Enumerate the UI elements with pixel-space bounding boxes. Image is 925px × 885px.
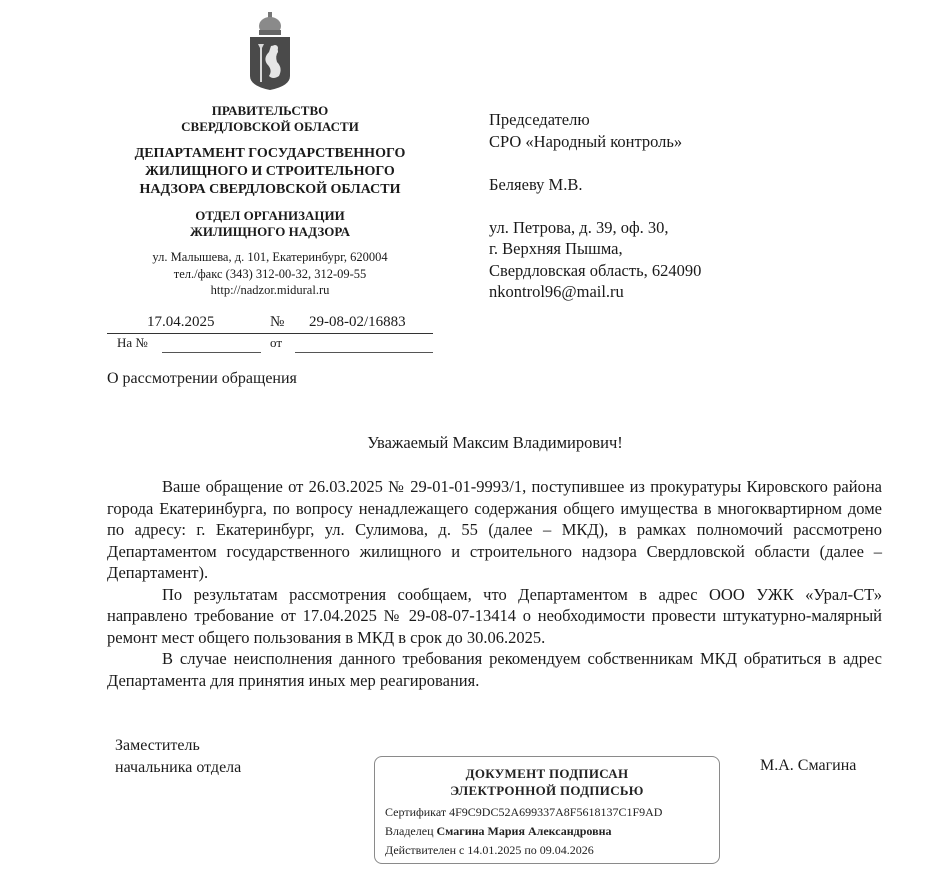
letter-subject: О рассмотрении обращения — [107, 370, 297, 387]
body-paragraph: Ваше обращение от 26.03.2025 № 29-01-01-9993/1, поступившее из прокуратуры Кировского района города Екатеринбурга, по вопросу ненадлежащего содержания общего имущества в многоквартирном доме по адресу: г. Екатеринбург, ул. Сулимова, д. 55 (далее – МКД), в рамках полномочий рассмотрено Департаментом государственного жилищного и строительного надзора Свердловской области (далее – Департамент). — [107, 477, 882, 582]
stamp-certificate — [385, 803, 719, 822]
body-paragraph: По результатам рассмотрения сообщаем, что Департаментом в адрес ООО УЖК «Урал-СТ» направлено требование от 17.04.2025 № 29-08-07-13414 о необходимости провести штукатурно-малярный ремонт мест общего пользования в МКД в срок до 30.06.2025. — [107, 584, 882, 647]
certificate-id: 4F9C9DC52A699337A8F5618137C1F9AD — [449, 805, 663, 819]
signer-position — [115, 735, 241, 779]
stamp-title — [375, 765, 719, 799]
registration-row — [107, 313, 433, 334]
department-line: ДЕПАРТАМЕНТ ГОСУДАРСТВЕННОГО — [134, 146, 406, 161]
division-line: ОТДЕЛ ОРГАНИЗАЦИИ — [195, 208, 345, 223]
stamp-title-line: ЭЛЕКТРОННОЙ ПОДПИСЬЮ — [450, 783, 644, 798]
recipient-city: г. Верхняя Пышма, — [489, 239, 623, 258]
signer-name: М.А. Смагина — [760, 757, 857, 774]
stamp-title-line: ДОКУМЕНТ ПОДПИСАН — [465, 766, 629, 781]
document-date: 17.04.2025 — [147, 314, 215, 330]
signer-position-line: Заместитель — [115, 737, 200, 754]
recipient-email[interactable]: nkontrol96@mail.ru — [489, 282, 624, 301]
address-line: ул. Малышева, д. 101, Екатеринбург, 620004 — [152, 250, 388, 264]
website-link[interactable]: http://nadzor.midural.ru — [210, 283, 330, 297]
recipient-street: ул. Петрова, д. 39, оф. 30, — [489, 217, 669, 237]
government-name — [107, 103, 433, 135]
document-number: 29-08-02/16883 — [309, 314, 406, 330]
owner-name: Смагина Мария Александровна — [436, 824, 612, 838]
signer-position-line: начальника отдела — [115, 759, 242, 776]
government-line: СВЕРДЛОВСКОЙ ОБЛАСТИ — [181, 119, 359, 134]
recipient-organization: СРО «Народный контроль» — [489, 131, 683, 151]
government-line: ПРАВИТЕЛЬСТВО — [211, 103, 329, 118]
coat-of-arms-emblem-icon — [247, 10, 293, 94]
reply-to-number-field — [162, 352, 261, 353]
letter-body — [107, 476, 882, 691]
stamp-owner — [385, 822, 719, 841]
from-label: от — [270, 335, 283, 350]
recipient-position: Председателю — [489, 110, 590, 129]
recipient-block — [489, 109, 701, 303]
department-name — [107, 145, 433, 199]
recipient-region: Свердловская область, 624090 — [489, 260, 702, 280]
owner-label: Владелец — [385, 824, 434, 838]
greeting: Уважаемый Максим Владимирович! — [367, 433, 623, 452]
body-paragraph: В случае неисполнения данного требования рекомендуем собственникам МКД обратиться в адрес Департамента для принятия иных мер реагирования. — [107, 649, 882, 690]
number-sign: № — [270, 314, 285, 330]
certificate-label: Сертификат — [385, 805, 447, 819]
reply-reference-row — [107, 334, 433, 354]
reply-to-date-field — [295, 352, 433, 353]
department-line: ЖИЛИЩНОГО И СТРОИТЕЛЬНОГО — [145, 164, 395, 179]
department-line: НАДЗОРА СВЕРДЛОВСКОЙ ОБЛАСТИ — [139, 182, 401, 197]
reply-to-label: На № — [117, 335, 148, 350]
electronic-signature-stamp — [374, 756, 720, 864]
department-contacts — [107, 249, 433, 299]
division-name — [107, 208, 433, 240]
stamp-validity: Действителен с 14.01.2025 по 09.04.2026 — [385, 843, 594, 857]
recipient-name: Беляеву М.В. — [489, 174, 583, 194]
division-line: ЖИЛИЩНОГО НАДЗОРА — [190, 224, 350, 239]
phone-line: тел./факс (343) 312-00-32, 312-09-55 — [173, 266, 367, 281]
